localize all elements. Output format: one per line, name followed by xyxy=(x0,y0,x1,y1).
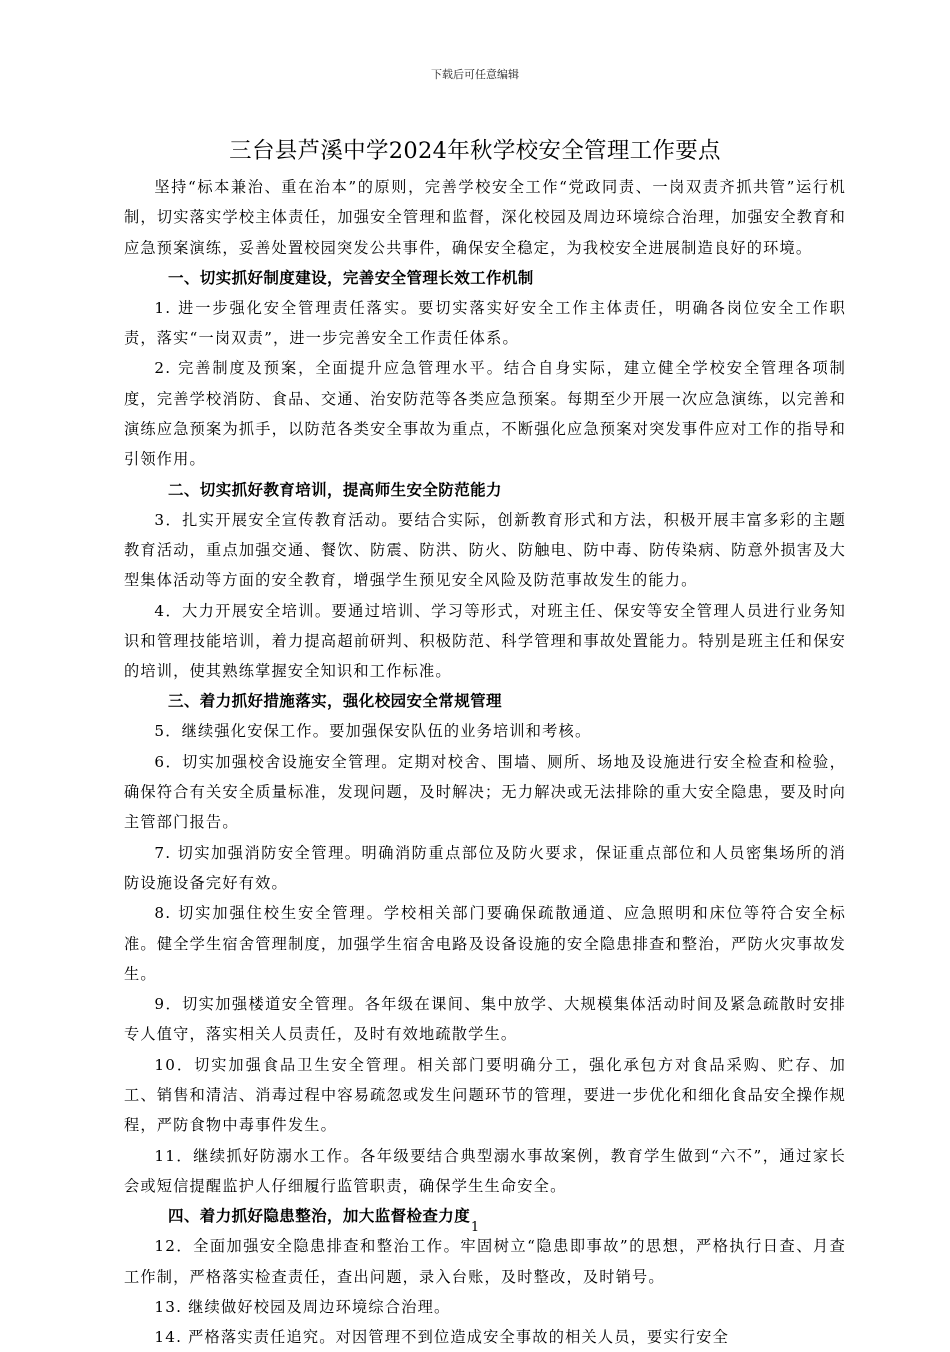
item-paragraph: 3．扎实开展安全宣传教育活动。要结合实际，创新教育形式和方法，积极开展丰富多彩的主题教育活动，重点加强交通、餐饮、防震、防洪、防火、防触电、防中毒、防传染病、防意外损害及大型集体活动等方面的安全教育，增强学生预见安全风险及防范事故发生的能力。 xyxy=(124,510,846,590)
item-paragraph: 9．切实加强楼道安全管理。各年级在课间、集中放学、大规模集体活动时间及紧急疏散时安排专人值守，落实相关人员责任，及时有效地疏散学生。 xyxy=(124,995,846,1044)
item-paragraph: 12．全面加强安全隐患排查和整治工作。牢固树立“隐患即事故”的思想，严格执行日查、月查工作制，严格落实检查责任，查出问题，录入台账，及时整改，及时销号。 xyxy=(124,1237,846,1286)
item-paragraph: 14. 严格落实责任追究。对因管理不到位造成安全事故的相关人员，要实行安全 xyxy=(154,1328,729,1347)
section-heading-1: 一、切实抓好制度建设，完善安全管理长效工作机制 xyxy=(168,268,534,287)
item-paragraph: 5．继续强化安保工作。要加强保安队伍的业务培训和考核。 xyxy=(154,722,592,741)
document-title: 三台县芦溪中学2024年秋学校安全管理工作要点 xyxy=(229,138,721,164)
item-paragraph: 4．大力开展安全培训。要通过培训、学习等形式，对班主任、保安等安全管理人员进行业务知识和管理技能培训，着力提高超前研判、积极防范、科学管理和事故处置能力。特别是班主任和保安的培训，使其熟练掌握安全知识和工作标准。 xyxy=(124,601,846,681)
page-number: 1 xyxy=(470,1220,480,1235)
item-paragraph: 2. 完善制度及预案，全面提升应急管理水平。结合自身实际，建立健全学校安全管理各项制度，完善学校消防、食品、交通、治安防范等各类应急预案。每期至少开展一次应急演练，以完善和演练应急预案为抓手，以防范各类安全事故为重点，不断强化应急预案对突发事件应对工作的指导和引领作用。 xyxy=(124,359,846,469)
section-heading-4: 四、着力抓好隐患整治，加大监督检查力度 xyxy=(168,1207,471,1226)
item-paragraph: 10．切实加强食品卫生安全管理。相关部门要明确分工，强化承包方对食品采购、贮存、加工、销售和清洁、消毒过程中容易疏忽或发生问题环节的管理，要进一步优化和细化食品安全操作规程，严防食物中毒事件发生。 xyxy=(124,1055,846,1135)
item-paragraph: 1. 进一步强化安全管理责任落实。要切实落实好安全工作主体责任，明确各岗位安全工作职责，落实“一岗双责”，进一步完善安全工作责任体系。 xyxy=(124,298,846,348)
item-paragraph: 13. 继续做好校园及周边环境综合治理。 xyxy=(154,1297,451,1316)
item-paragraph: 8. 切实加强住校生安全管理。学校相关部门要确保疏散通道、应急照明和床位等符合安全标准。健全学生宿舍管理制度，加强学生宿舍电路及设备设施的安全隐患排查和整治，严防火灾事故发生。 xyxy=(124,904,846,983)
section-heading-2: 二、切实抓好教育培训，提高师生安全防范能力 xyxy=(168,480,502,499)
item-paragraph: 6．切实加强校舍设施安全管理。定期对校舍、围墙、厕所、场地及设施进行安全检查和检验，确保符合有关安全质量标准，发现问题，及时解决；无力解决或无法排除的重大安全隐患，要及时向主管部门报告。 xyxy=(124,752,846,832)
document-body xyxy=(124,172,846,1352)
item-paragraph: 7. 切实加强消防安全管理。明确消防重点部位及防火要求，保证重点部位和人员密集场所的消防设施设备完好有效。 xyxy=(124,843,846,892)
section-heading-3: 三、着力抓好措施落实，强化校园安全常规管理 xyxy=(168,692,502,711)
intro-paragraph: 坚持“标本兼治、重在治本”的原则，完善学校安全工作“党政同责、一岗双责齐抓共管”运行机制，切实落实学校主体责任，加强安全管理和监督，深化校园及周边环境综合治理，加强安全教育和应急预案演练，妥善处置校园突发公共事件，确保安全稳定，为我校安全进展制造良好的环境。 xyxy=(124,178,846,257)
item-paragraph: 11．继续抓好防溺水工作。各年级要结合典型溺水事故案例，教育学生做到“六不”，通过家长会或短信提醒监护人仔细履行监管职责，确保学生生命安全。 xyxy=(124,1146,846,1195)
header-note: 下载后可任意编辑 xyxy=(431,68,519,81)
